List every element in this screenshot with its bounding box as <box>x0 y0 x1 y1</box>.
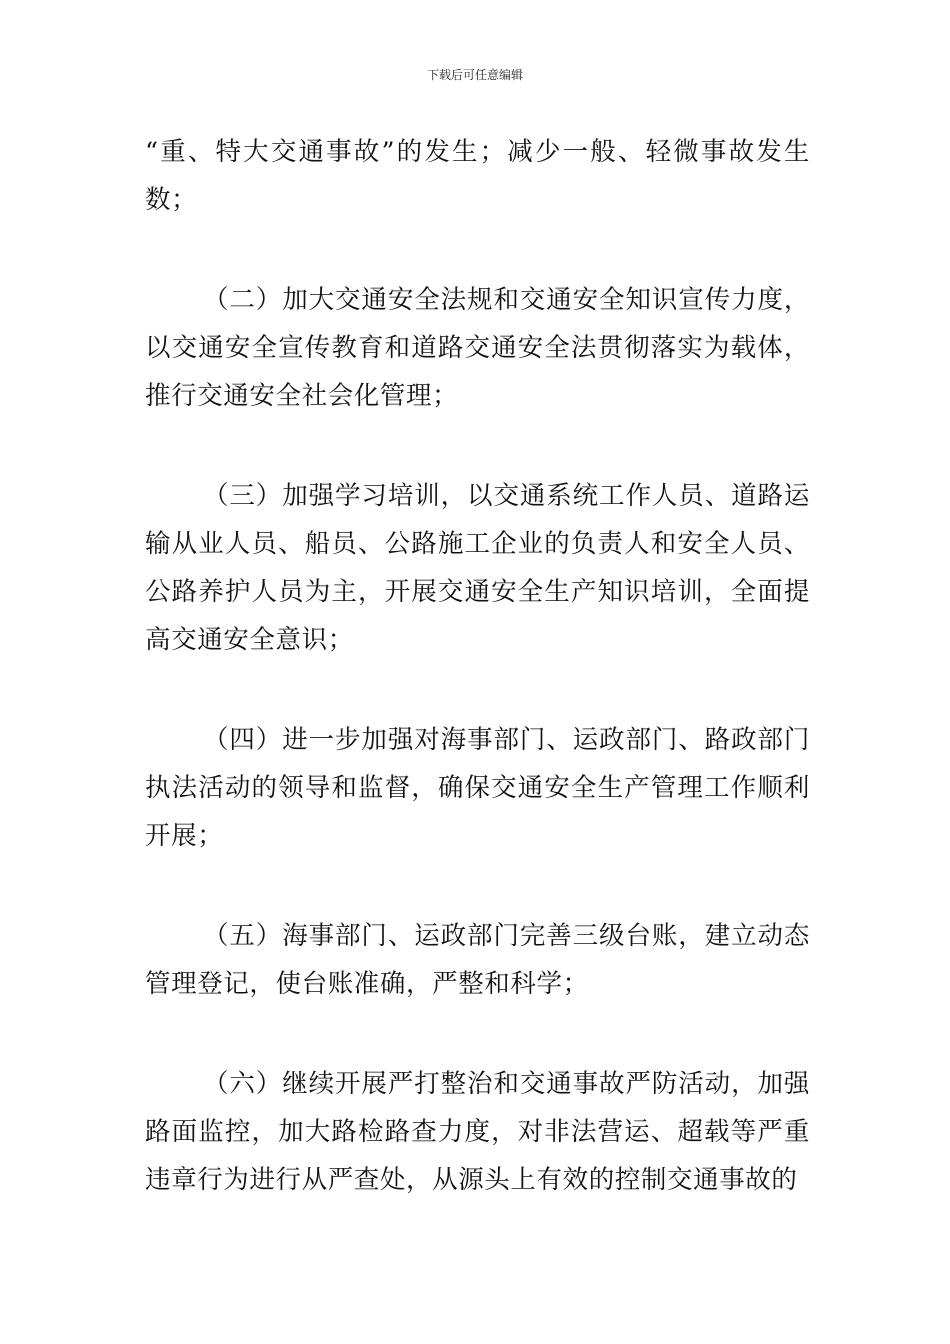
paragraph-gap <box>145 224 810 276</box>
document-body <box>145 128 810 1204</box>
paragraph-item-5: （五）海事部门、运政部门完善三级台账，建立动态管理登记，使台账准确，严整和科学； <box>145 921 810 999</box>
paragraph-item-6: （六）继续开展严打整治和交通事故严防活动，加强路面监控，加大路检路查力度，对非法营运、超载等严重违章行为进行从严查处，从源头上有效的控制交通事故的 <box>145 1069 810 1195</box>
paragraph-gap <box>145 420 810 472</box>
paragraph-gap <box>145 664 810 716</box>
paragraph-gap <box>145 860 810 912</box>
paragraph-item-4: （四）进一步加强对海事部门、运政部门、路政部门执法活动的领导和监督，确保交通安全生产管理工作顺利开展； <box>145 725 810 851</box>
paragraph-item-3: （三）加强学习培训，以交通系统工作人员、道路运输从业人员、船员、公路施工企业的负责人和安全人员、公路养护人员为主，开展交通安全生产知识培训，全面提高交通安全意识； <box>145 481 810 655</box>
paragraph-item-2: （二）加大交通安全法规和交通安全知识宣传力度，以交通安全宣传教育和道路交通安全法贯彻落实为载体，推行交通安全社会化管理； <box>145 285 810 411</box>
paragraph-gap <box>145 1008 810 1060</box>
page-header: 下载后可任意编辑 <box>426 68 523 82</box>
paragraph-continuation: “重、特大交通事故”的发生；减少一般、轻微事故发生数； <box>145 137 810 215</box>
